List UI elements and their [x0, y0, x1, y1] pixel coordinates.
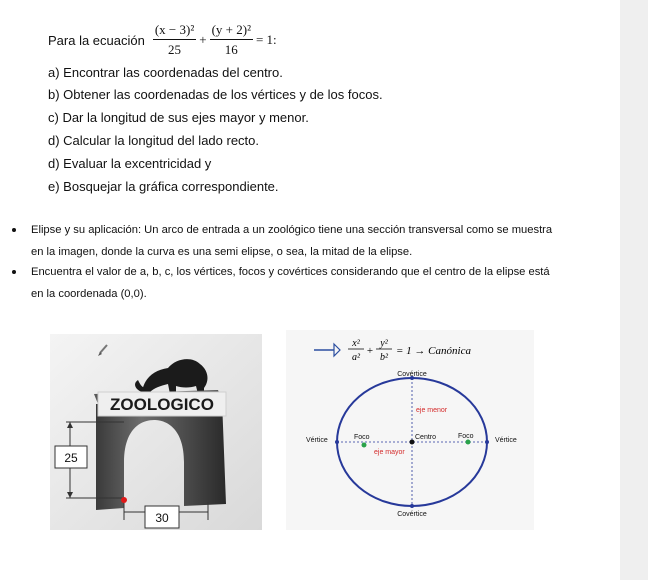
svg-text:+: + [366, 345, 374, 357]
minor-axis-label: eje menor [416, 407, 448, 414]
formula-y-num: y² [380, 338, 388, 349]
focus-right-label: Foco [458, 433, 474, 440]
focus-left-label: Foco [354, 434, 370, 441]
vertex-left-point [335, 440, 339, 444]
ellipse-diagram [286, 330, 534, 530]
task-c: c) Dar la longitud de sus ejes mayor y menor. [48, 110, 309, 125]
task-d1: d) Calcular la longitud del lado recto. [48, 133, 260, 148]
fraction-x-denominator: 25 [168, 42, 182, 57]
fraction-y-denominator: 16 [224, 42, 238, 57]
plus-sign: + [199, 32, 207, 47]
zoo-arch-figure [50, 334, 262, 530]
bullet-dot [12, 270, 16, 274]
formula-y-den: b² [380, 352, 388, 363]
equation-intro: Para la ecuación [48, 32, 145, 48]
formula-rhs: = 1 → Canónica [396, 345, 471, 357]
bullet2-line1: Encuentra el valor de a, b, c, los vértices, focos y covértices considerando que el centro de la elipse está [31, 266, 550, 278]
height-label: 25 [64, 451, 78, 465]
fraction-x-numerator: (x − 3)² [153, 22, 196, 40]
center-point [410, 440, 415, 445]
bullet-dot [12, 228, 16, 232]
center-label: Centro [415, 434, 437, 441]
fraction-y [210, 22, 253, 58]
vertex-right-label: Vértice [495, 437, 517, 444]
ellipse-figure [286, 330, 534, 530]
formula-x-den: a² [352, 352, 360, 363]
zoo-arch-drawing [50, 334, 262, 530]
task-d2: d) Evaluar la excentricidad y [48, 156, 212, 171]
covertex-bottom-point [410, 504, 414, 508]
task-a: a) Encontrar las coordenadas del centro. [48, 65, 283, 80]
fraction-x [153, 22, 196, 58]
focus-left-point [362, 443, 367, 448]
task-b: b) Obtener las coordenadas de los vértices y de los focos. [48, 87, 383, 102]
focus-right-point [466, 440, 471, 445]
equation-rhs: = 1: [255, 32, 277, 47]
arch-center-marker [121, 497, 127, 503]
bullet1-line2: en la imagen, donde la curva es una semi elipse, o sea, la mitad de la elipse. [31, 246, 413, 258]
bullet2-line2: en la coordenada (0,0). [31, 288, 147, 300]
bullet1-line1: Elipse y su aplicación: Un arco de entrada a un zoológico tiene una sección transversal como se muestra [31, 224, 553, 236]
equation-line [48, 22, 280, 58]
fraction-y-numerator: (y + 2)² [210, 22, 253, 40]
task-e: e) Bosquejar la gráfica correspondiente. [48, 179, 279, 194]
vertex-right-point [485, 440, 489, 444]
major-axis-label: eje mayor [374, 449, 405, 456]
right-side-panel [620, 0, 648, 580]
covertex-top-label: Covértice [397, 371, 427, 378]
width-label: 30 [155, 511, 169, 525]
vertex-left-label: Vértice [306, 437, 328, 444]
covertex-bottom-label: Covértice [397, 511, 427, 518]
formula-x-num: x² [352, 338, 360, 349]
zoo-sign-text: ZOOLOGICO [110, 395, 214, 414]
